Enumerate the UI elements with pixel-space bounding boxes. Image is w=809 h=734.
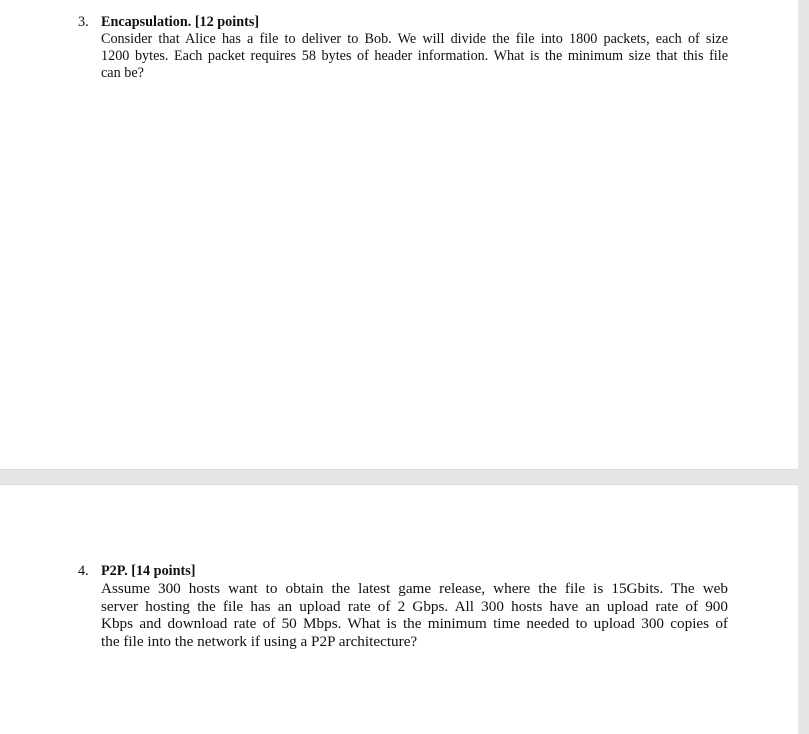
question-4-line: server hosting the file has an upload rate of 2 Gbps. All 300 hosts have an upload rate of 900 [101, 597, 728, 615]
question-3-body [101, 31, 728, 82]
question-4 [78, 563, 728, 650]
question-3-heading [78, 14, 728, 31]
question-4-heading [78, 563, 728, 580]
question-4-body [101, 580, 728, 650]
question-4-line: the file into the network if using a P2P architecture? [101, 632, 418, 650]
viewer-scroll-edge[interactable] [798, 0, 809, 734]
question-3-line: can be? [101, 65, 144, 81]
question-4-title: P2P. [14 points] [101, 563, 196, 579]
question-3-title: Encapsulation. [12 points] [101, 14, 260, 30]
question-3-line: Consider that Alice has a file to deliver to Bob. We will divide the file into 1800 packets, each of size [101, 31, 728, 47]
question-4-line: Kbps and download rate of 50 Mbps. What is the minimum time needed to upload 300 copies of [101, 615, 728, 632]
question-4-number: 4. [78, 563, 89, 579]
document-page-2 [0, 484, 798, 734]
question-3-number: 3. [78, 14, 89, 30]
question-3-line: 1200 bytes. Each packet requires 58 bytes of header information. What is the minimum size that this file [101, 48, 728, 64]
question-4-line: Assume 300 hosts want to obtain the latest game release, where the file is 15Gbits. The web [101, 580, 728, 597]
question-3 [78, 14, 728, 82]
